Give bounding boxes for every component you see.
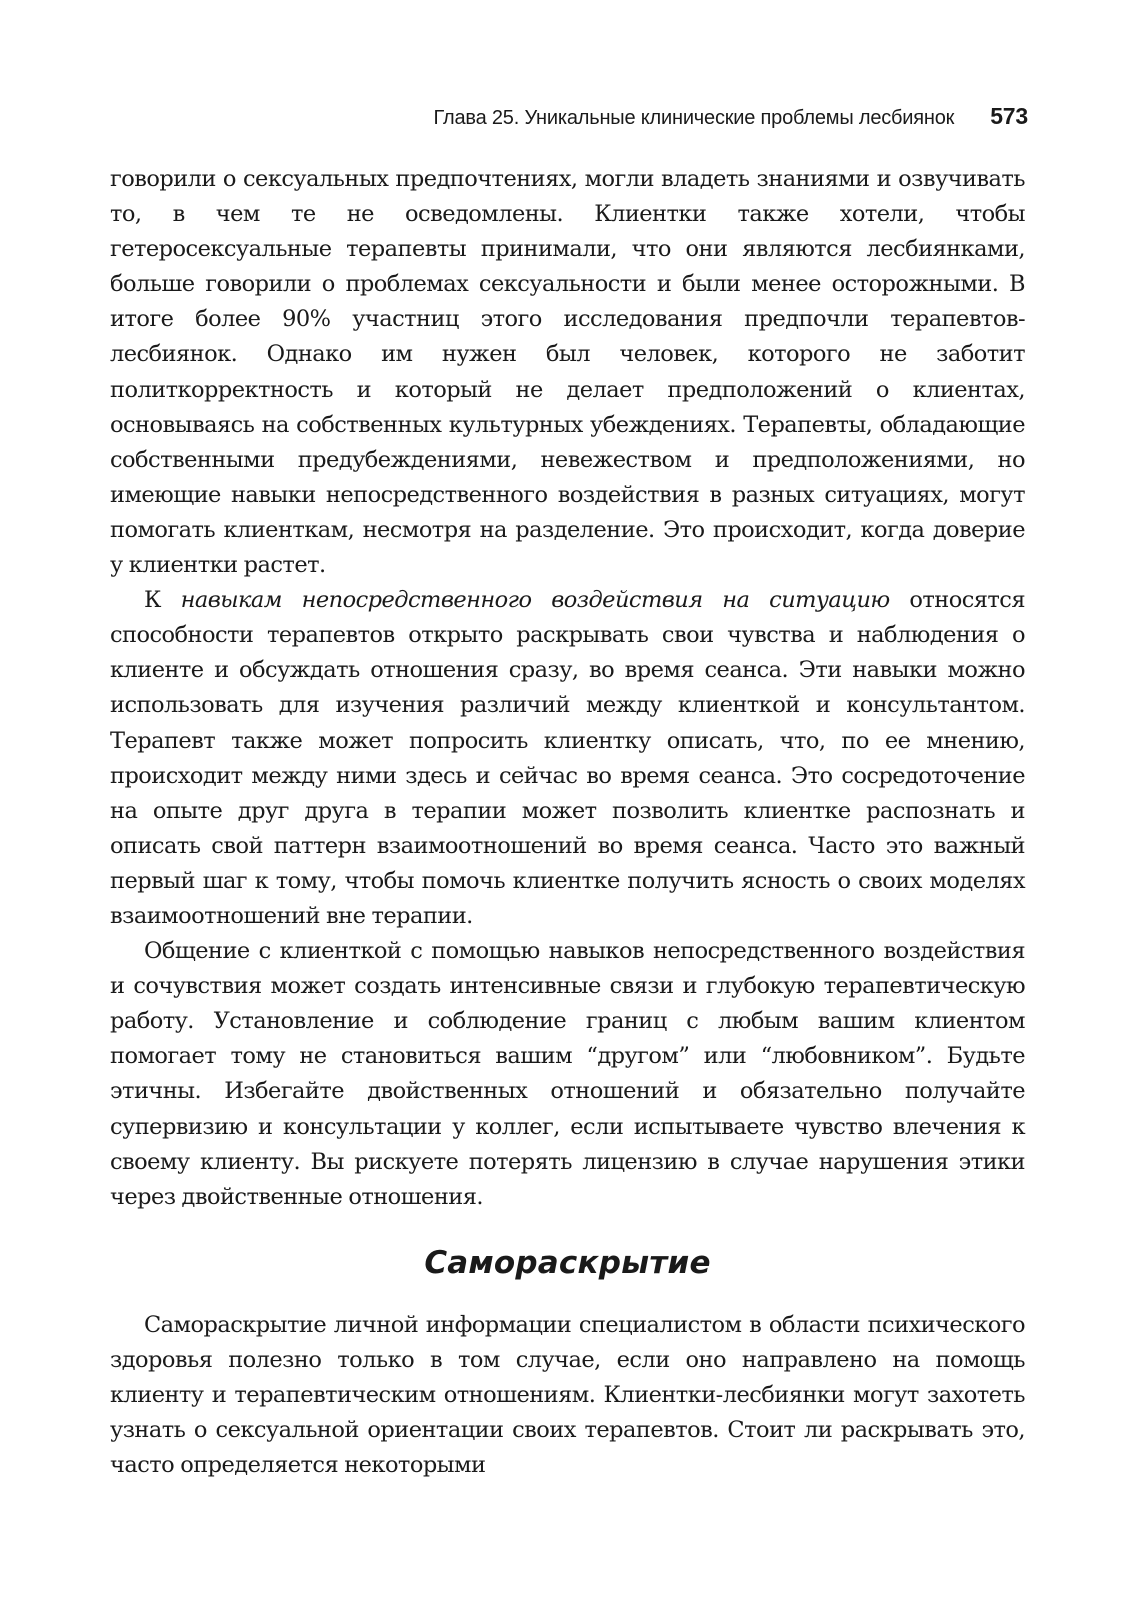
paragraph bbox=[110, 583, 1025, 934]
paragraph: говорили о сексуальных предпочтениях, могли владеть знаниями и озвучивать то, в чем те не осведомлены. Клиентки также хотели, чтобы гетеросексуальные терапевты принимали, что они являются лесбиянками, больше говорили о проблемах сексуальности и были менее осторожными. В итоге более 90% участниц этого исследования предпочли терапевтов-лесбиянок. Однако им нужен был человек, которого не заботит политкорректность и который не делает предположений о клиентах, основываясь на собственных культурных убеждениях. Терапевты, обладающие собственными предубеждениями, невежеством и предположениями, но имеющие навыки непосредственного воздействия в разных ситуациях, могут помогать клиенткам, несмотря на разделение. Это происходит, когда доверие у клиентки растет. bbox=[110, 166, 1025, 579]
paragraph: Общение с клиенткой с помощью навыков непосредственного воздействия и сочувствия может создать интенсивные связи и глубокую терапевтическую работу. Установление и соблюдение границ с любым вашим клиентом помогает тому не становиться вашим “другом” или “любовником”. Будьте этичны. Избегайте двойственных отношений и обязательно получайте супервизию и консультации у коллег, если испытываете чувство влечения к своему клиенту. Вы рискуете потерять лицензию в случае нарушения этики через двойственные отношения. bbox=[110, 938, 1025, 1210]
paragraph-rest: относятся способности терапевтов открыто раскрывать свои чувства и наблюдения о клиенте и обсуждать отношения сразу, во время сеанса. Эти навыки можно использовать для изучения различий между клиенткой и консультантом. Терапевт также может попросить клиентку описать, что, по ее мнению, происходит между ними здесь и сейчас во время сеанса. Это сосредоточение на опыте друг друга в терапии может позволить клиентке распознать и описать свой паттерн взаимоотношений во время сеанса. Часто это важный первый шаг к тому, чтобы помочь клиентке получить ясность о своих моделях взаимоотношений вне терапии. bbox=[110, 587, 1025, 929]
page-number: 573 bbox=[990, 103, 1028, 129]
italic-term: навыкам непосредственного воздействия на ситуацию bbox=[180, 587, 890, 614]
running-header bbox=[110, 103, 1028, 137]
section-heading: Самораскрытие bbox=[424, 1244, 711, 1281]
body-text bbox=[110, 162, 1025, 1483]
chapter-title: Глава 25. Уникальные клинические проблемы лесбиянок bbox=[433, 107, 955, 129]
paragraph-lead: К bbox=[144, 587, 181, 614]
paragraph: Самораскрытие личной информации специалистом в области психического здоровья полезно только в том случае, если оно направлено на помощь клиенту и терапевтическим отношениям. Клиентки-лесбиянки могут захотеть узнать о сексуальной ориентации своих терапевтов. Стоит ли раскрывать это, часто определяется некоторыми bbox=[110, 1311, 1025, 1479]
